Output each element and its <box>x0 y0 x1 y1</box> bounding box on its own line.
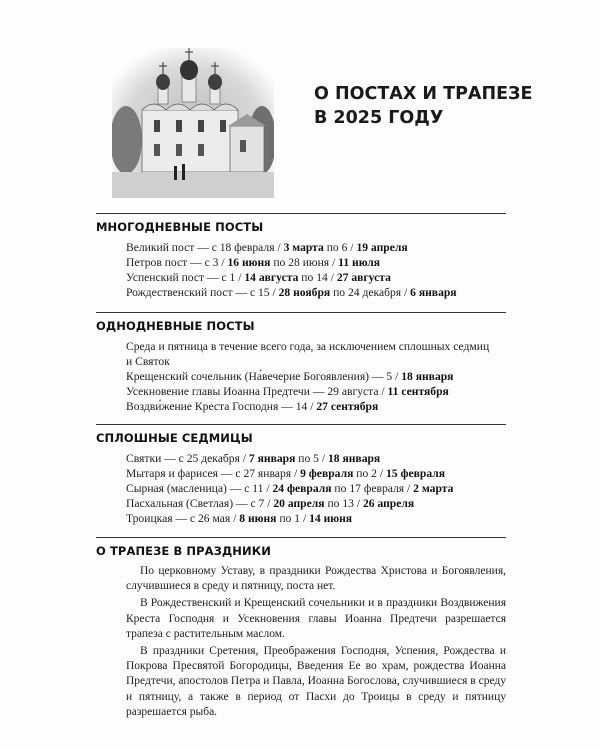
list-item <box>126 511 506 526</box>
date-emphasis: 28 ноября <box>278 286 331 299</box>
section-one-day-fasts <box>96 312 506 414</box>
date-emphasis: 27 сентября <box>316 400 379 413</box>
text-run: Среда и пятница в течение всего года, за исключением сплошных седмиц и Святок <box>126 340 490 368</box>
list-item <box>126 270 506 285</box>
date-emphasis: 2 марта <box>413 482 454 495</box>
list-item <box>126 399 506 414</box>
title-line-2: В 2025 ГОДУ <box>314 108 444 128</box>
date-emphasis: 9 февраля <box>300 467 354 480</box>
text-run: Крещенский сочельник (На́вечерие Богоявления) — 5 / <box>126 370 402 383</box>
text-run: по 5 / <box>295 452 328 465</box>
date-emphasis: 8 июня <box>239 512 277 525</box>
text-run: по 1 / <box>276 512 310 525</box>
text-run: Успенский пост — с 1 / <box>126 271 245 284</box>
paragraph: По церковному Уставу, в праздники Рождества Христова и Богоявления, случившиеся в среду и пятницу, поста нет. <box>126 565 506 593</box>
list-item <box>126 369 506 384</box>
list-item <box>126 255 506 270</box>
section-solid-weeks <box>96 424 506 526</box>
list-item <box>126 285 506 300</box>
list-item <box>126 240 506 255</box>
title-line-1: О ПОСТАХ И ТРАПЕЗЕ <box>314 84 533 104</box>
church-illustration <box>112 48 274 198</box>
date-emphasis: 14 августа <box>244 271 299 284</box>
week-list <box>96 451 506 526</box>
date-emphasis: 18 января <box>401 370 454 383</box>
paragraph: В праздники Сретения, Преображения Господня, Успения, Рождества и Покрова Пресвятой Богородицы, Введения Ее во храм, рождества Иоанна Предтечи, апостолов Петра и Павла, Иоанна Богослова, случившиеся в среду и пятницу, а также в период от Пасхи до Троицы в среду и пятницу разрешается рыба. <box>126 645 506 718</box>
list-item <box>126 496 506 511</box>
section-heading: ОДНОДНЕВНЫЕ ПОСТЫ <box>96 319 255 333</box>
date-emphasis: 20 апреля <box>273 497 325 510</box>
section-divider <box>96 424 506 425</box>
date-emphasis: 16 июня <box>227 256 271 269</box>
text-run: по 24 декабря / <box>330 286 411 299</box>
section-divider <box>96 312 506 313</box>
text-run: по 2 / <box>353 467 386 480</box>
section-divider <box>96 213 506 214</box>
page-title <box>314 82 532 130</box>
text-run: Усекновение главы Иоанна Предтечи — 29 августа / <box>126 385 388 398</box>
date-emphasis: 7 января <box>248 452 296 465</box>
section-heading: МНОГОДНЕВНЫЕ ПОСТЫ <box>96 220 264 234</box>
text-run: Пасхальная (Светлая) — с 7 / <box>126 497 274 510</box>
text-run: по 28 июня / <box>270 256 339 269</box>
text-run: Рождественский пост — с 15 / <box>126 286 279 299</box>
date-emphasis: 11 июля <box>338 256 381 269</box>
text-run: по 17 февраля / <box>331 482 414 495</box>
list-item <box>126 384 506 399</box>
list-item <box>126 466 506 481</box>
text-run: Петров пост — с 3 / <box>126 256 228 269</box>
date-emphasis: 26 апреля <box>362 497 415 510</box>
text-run: Воздви́жение Креста Господня — 14 / <box>126 400 317 413</box>
text-run: Великий пост — с 18 февраля / <box>126 241 284 254</box>
section-multi-day-fasts <box>96 213 506 300</box>
text-run: по 6 / <box>323 241 357 254</box>
paragraph: В Рождественский и Крещенский сочельники и в праздники Воздвижения Креста Господня и Усекновения главы Иоанна Предтечи разрешается трапеза с растительным маслом. <box>126 597 506 640</box>
date-emphasis: 27 августа <box>336 271 391 284</box>
list-item <box>126 339 496 369</box>
section-divider <box>96 537 506 538</box>
section-feast-meals <box>96 537 506 720</box>
text-run: Мытаря и фарисея — с 27 января / <box>126 467 301 480</box>
fast-list <box>96 339 506 414</box>
text-run: по 13 / <box>324 497 363 510</box>
date-emphasis: 3 марта <box>283 241 324 254</box>
section-heading: О ТРАПЕЗЕ В ПРАЗДНИКИ <box>96 544 271 558</box>
text-run: Троицкая — с 26 мая / <box>126 512 240 525</box>
list-item <box>126 481 506 496</box>
list-item <box>126 451 506 466</box>
section-heading: СПЛОШНЫЕ СЕДМИЦЫ <box>96 431 253 445</box>
text-run: Сырная (масленица) — с 11 / <box>126 482 273 495</box>
date-emphasis: 11 сентября <box>387 385 449 398</box>
date-emphasis: 14 июня <box>309 512 353 525</box>
text-run: Святки — с 25 декабря / <box>126 452 249 465</box>
date-emphasis: 6 января <box>410 286 457 299</box>
date-emphasis: 18 января <box>327 452 381 465</box>
fast-list <box>96 240 506 300</box>
date-emphasis: 19 апреля <box>356 241 408 254</box>
text-run: по 14 / <box>298 271 337 284</box>
date-emphasis: 24 февраля <box>272 482 332 495</box>
date-emphasis: 15 февраля <box>385 467 446 480</box>
